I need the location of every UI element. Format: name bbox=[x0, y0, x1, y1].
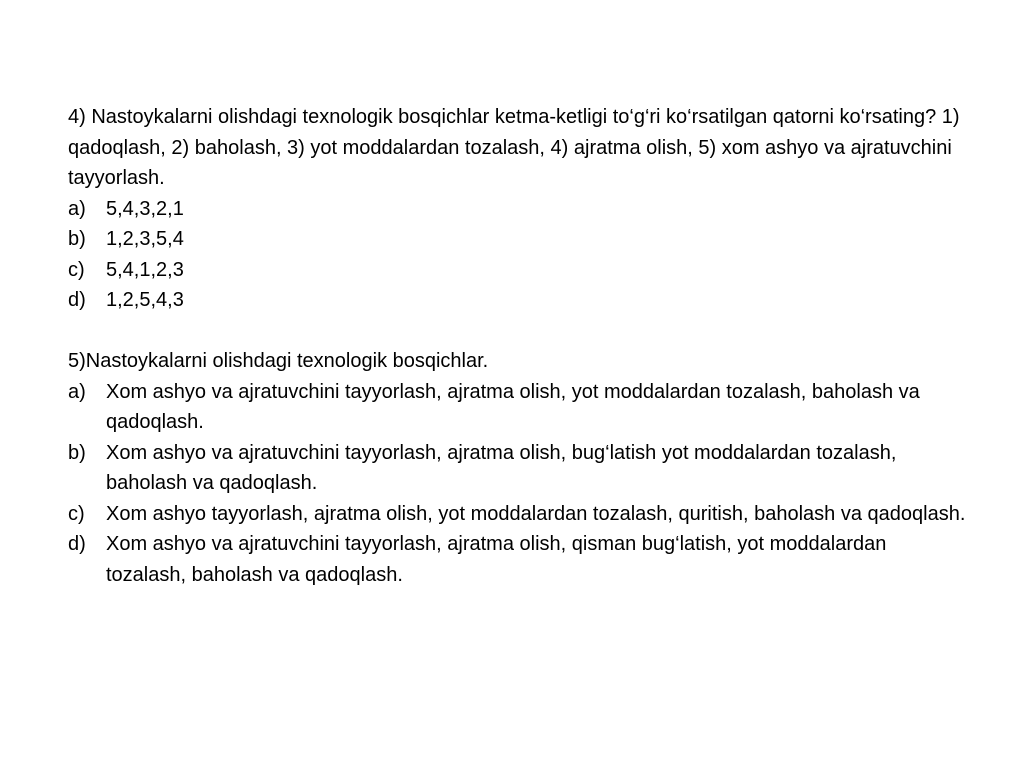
option-letter: b) bbox=[68, 441, 86, 464]
option-text: 1,2,5,4,3 bbox=[106, 289, 184, 311]
question-5-option-d bbox=[68, 529, 968, 590]
question-4-option-d bbox=[68, 285, 968, 316]
question-4-option-a bbox=[68, 194, 968, 225]
question-5-option-b bbox=[68, 438, 968, 499]
option-letter: b) bbox=[68, 228, 86, 250]
option-text: 1,2,3,5,4 bbox=[106, 228, 184, 250]
option-text: 5,4,3,2,1 bbox=[106, 197, 184, 220]
option-text: Xom ashyo tayyorlash, ajratma olish, yot moddalardan tozalash, quritish, baholash va qadoqlash. bbox=[106, 502, 966, 525]
spacer bbox=[68, 316, 968, 347]
option-letter: a) bbox=[68, 197, 86, 220]
question-4-option-c bbox=[68, 255, 968, 286]
option-text: Xom ashyo va ajratuvchini tayyorlash, ajratma olish, bug‘latish yot moddalardan tozalash, baholash va qadoqlash. bbox=[106, 441, 897, 494]
option-letter: d) bbox=[68, 289, 86, 311]
question-4-text: 4) Nastoykalarni olishdagi texnologik bosqichlar ketma-ketligi to‘g‘ri ko‘rsatilgan qatorni ko‘rsating? 1) qadoqlash, 2) baholash, 3) yot moddalardan tozalash, 4) ajratma olish, 5) xom ashyo va ajratuvchini tayyorlash. bbox=[68, 106, 960, 189]
question-5-text: 5)Nastoykalarni olishdagi texnologik bosqichlar. bbox=[68, 350, 489, 372]
question-5-option-a bbox=[68, 377, 968, 438]
option-text: Xom ashyo va ajratuvchini tayyorlash, ajratma olish, yot moddalardan tozalash, baholash va qadoqlash. bbox=[106, 380, 920, 433]
option-letter: a) bbox=[68, 380, 86, 403]
option-text: Xom ashyo va ajratuvchini tayyorlash, ajratma olish, qisman bug‘latish, yot moddalardan tozalash, baholash va qadoqlash. bbox=[106, 533, 887, 586]
question-5-options bbox=[68, 377, 968, 591]
question-5-option-c bbox=[68, 499, 968, 530]
option-letter: c) bbox=[68, 502, 85, 525]
option-text: 5,4,1,2,3 bbox=[106, 258, 184, 281]
slide-content bbox=[68, 102, 968, 590]
question-4-option-b bbox=[68, 224, 968, 255]
option-letter: d) bbox=[68, 533, 86, 555]
option-letter: c) bbox=[68, 258, 85, 281]
question-4-options bbox=[68, 194, 968, 316]
